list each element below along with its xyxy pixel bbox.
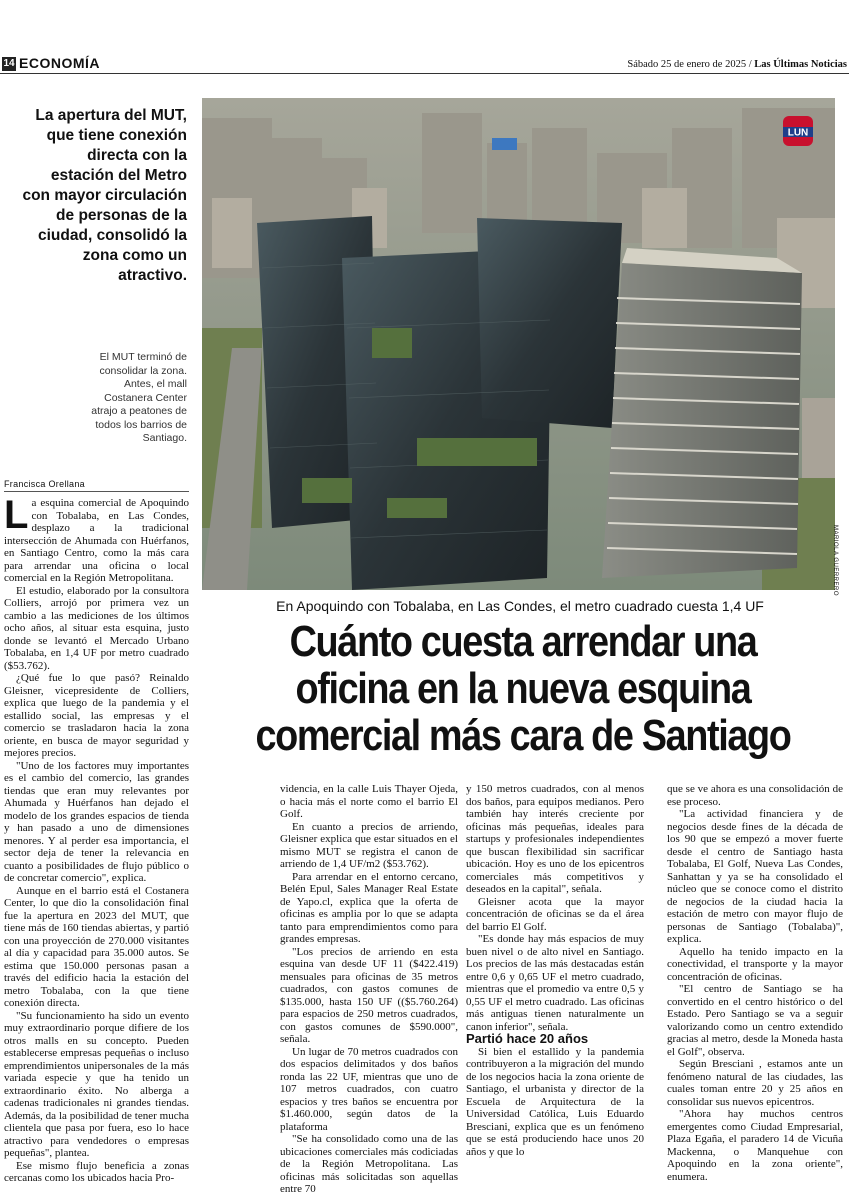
- subheading: Partió hace 20 años: [466, 1031, 589, 1046]
- paragraph: "Se ha consolidado como una de las ubicaciones comerciales más codiciadas de la Región Metropolitana. Las oficinas más solicitadas son aquellas entre 70: [280, 1133, 458, 1195]
- paragraph: Ese mismo flujo beneficia a zonas cercanas como los ubicados hacia Pro-: [4, 1159, 189, 1184]
- paragraph: que se ve ahora es una consolidación de ese proceso.: [667, 783, 843, 808]
- byline-divider: [4, 491, 189, 492]
- paragraph: ¿Qué fue lo que pasó? Reinaldo Gleisner, vicepresidente de Colliers, explica que luego de la pandemia y el estallido social, las empresas y el comercio se trasladaron hacia la zona oriente, en busca de mayor seguridad y mejores precios.: [4, 672, 189, 759]
- paragraph: "Los precios de arriendo en esta esquina van desde UF 11 ($422.419) mensuales para oficinas de 35 metros cuadrados, con gastos comunes de $135.000, hasta 150 UF (($5.760.264) para espacios de 250 metros cuadrados, con gastos comunes de $590.000", señala.: [280, 945, 458, 1045]
- section-title: ECONOMÍA: [19, 55, 100, 71]
- paragraph: Gleisner acota que la mayor concentración de oficinas se da el área del barrio El Golf.: [466, 895, 644, 933]
- publication-date: Sábado 25 de enero de 2025: [627, 59, 747, 70]
- paragraph: Un lugar de 70 metros cuadrados con dos espacios delimitados y dos baños ronda las 22 UF, mientras que uno de 107 metros cuadrados, con cuatro espacios y tres baños se encuentra por $1.460.000, según datos de la plataforma: [280, 1045, 458, 1133]
- paragraph: "Su funcionamiento ha sido un evento muy extraordinario porque difiere de los otros malls en su concepto. Pueden establecerse empresas pequeñas o incluso emprendimientos unipersonales de la más variada especie y que ha tenido un extraordinario éxito. No alberga a cadenas tradicionales ni grandes tiendas. Además, da la posibilidad de tener mucha clientela que pasa por fuera, eso lo hace atractivo para vendedores o empresas pequeñas", plantea.: [4, 1009, 189, 1159]
- lun-logo: [783, 116, 813, 146]
- paragraph: "La actividad financiera y de negocios desde fines de la década de los 90 que se empezó a mover fuerte desde el centro de Santiago hasta Tobalaba, El Golf, Nueva Las Condes, Sanhattan y ya se ha consolidado el núcleo que se conoce como el distrito de negocios de la ciudad hacia la estación de metro con mayor flujo de personas de Santiago (Tobalaba)", explica.: [667, 808, 843, 945]
- byline: Francisca Orellana: [4, 479, 85, 489]
- paragraph: "El centro de Santiago se ha convertido en el centro histórico o del Estado. Pero Santiago se va a seguir valorizando como un centro extendido gracias al metro, desde la Moneda hasta el Golf", observa.: [667, 983, 843, 1058]
- article-photo: [202, 98, 835, 590]
- paragraph: "Uno de los factores muy importantes es el cambio del comercio, las grandes tiendas que eran muy relevantes por Ahumada y Huérfanos han dejado el modelo de los grandes espacios de tienda y han pasado a uno de dimensiones menores. Y al perder esa importancia, el sector deja de tener la relevancia en cuanto a posibilidades de flujo público o de concretar comercio", explica.: [4, 759, 189, 884]
- page-number: 14: [3, 58, 15, 69]
- paragraph: El estudio, elaborado por la consultora Colliers, arrojó por primera vez un cambio a las mediciones de los últimos ocho años, al situar esta esquina, justo donde se levantó el Mercado Urbano Tobalaba, en 1,4 UF por metro cuadrado ($53.762).: [4, 584, 189, 672]
- header-divider: [0, 73, 849, 74]
- aerial-city-illustration: [202, 98, 835, 590]
- paragraph: "Ahora hay muchos centros emergentes como Ciudad Empresarial, Plaza Egaña, el paradero 14 de Vicuña Mackenna, o Manquehue con Apoquindo en la zona oriente", enumera.: [667, 1108, 843, 1183]
- drop-cap: L: [4, 493, 29, 537]
- paragraph: Si bien el estallido y la pandemia contribuyeron a la migración del mundo de los negocios hacia la zona oriente de Santiago, el urbanista y director de la Escuela de Arquitectura de la Universidad Católica, Luis Eduardo Bresciani, explica que es un fenómeno que se está produciendo hace unos 20 años y que lo: [466, 1045, 644, 1158]
- photo-caption: El MUT terminó de consolidar la zona. Antes, el mall Costanera Center atrajo a peatones de todos los barrios de Santiago.: [91, 351, 187, 444]
- publication-name: Las Últimas Noticias: [754, 59, 847, 70]
- body-column-3: [466, 783, 644, 1158]
- headline: Cuánto cuesta arrendar una oficina en la nueva esquina comercial más cara de Santiago: [255, 617, 791, 760]
- body-column-2: [280, 783, 458, 1196]
- header-dateline: Sábado 25 de enero de 2025 / Las Últimas Noticias: [627, 59, 847, 70]
- paragraph: Para arrendar en el entorno cercano, Belén Epul, Sales Manager Real Estate de Yapo.cl, explica que la oferta de oficinas es amplia por lo que se adapta tanto para emprendimientos como para grandes empresas.: [280, 870, 458, 945]
- kicker: En Apoquindo con Tobalaba, en Las Condes, el metro cuadrado cuesta 1,4 UF: [276, 598, 764, 614]
- photo-credit: MARIOLA GUERRERO: [832, 525, 838, 597]
- paragraph: y 150 metros cuadrados, con al menos dos baños, para equipos medianos. Pero también hay interés creciente por oficinas más pequeñas, ideales para startups y profesionales independientes que buscan flexibilidad sin sacrificar ubicación. Hoy es uno de los epicentros comerciales más competitivos y deseados en la capital", señala.: [466, 783, 644, 895]
- paragraph: Aquello ha tenido impacto en la conectividad, el transporte y la mayor concentración de oficinas.: [667, 945, 843, 983]
- paragraph: Según Bresciani , estamos ante un fenómeno natural de las ciudades, las cuales toman entre 20 y 25 años en consolidar sus nuevos epicentros.: [667, 1058, 843, 1108]
- body-column-4: [667, 783, 843, 1183]
- paragraph: En cuanto a precios de arriendo, Gleisner explica que estar situados en el mismo MUT se registra el canon de arriendo de 1,4 UF/m2 ($53.762).: [280, 820, 458, 870]
- lun-logo-text: LUN: [787, 127, 809, 139]
- lead-quote: La apertura del MUT, que tiene conexión directa con la estación del Metro con mayor circulación de personas de la ciudad, consolidó la zona como un atractivo.: [22, 107, 187, 284]
- paragraph: "Es donde hay más espacios de muy buen nivel o de alto nivel en Santiago. Los precios de las más destacadas están entre 0,6 y 0,65 UF el metro cuadrado, mientras que el promedio va entre 0,5 y 0,55 UF el metro cuadrado. Las oficinas más antiguas tienen naturalmente un canon inferior", señala.: [466, 933, 644, 1033]
- paragraph: videncia, en la calle Luis Thayer Ojeda, o hacia más el norte como el barrio El Golf.: [280, 783, 458, 820]
- body-column-1: [4, 493, 189, 1185]
- paragraph: Aunque en el barrio está el Costanera Center, lo que dio la consolidación final fue la apertura en 2023 del MUT, que tiene más de 160 tiendas abiertas, y partió con una proyección de 270.000 visitantes al día y capacidad para 35.000 autos. Se estima que 150.000 personas pasan a través del edificio hacia la estación del metro Tobalaba, con la que tiene conexión directa.: [4, 884, 189, 1009]
- paragraph: La esquina comercial de Apoquindo con Tobalaba, en Las Condes, desplazo a la tradicional intersección de Ahumada con Huérfanos, en Santiago Centro, como la más cara para arrendar una oficina o local comercial en la Región Metropolitana.: [4, 493, 189, 584]
